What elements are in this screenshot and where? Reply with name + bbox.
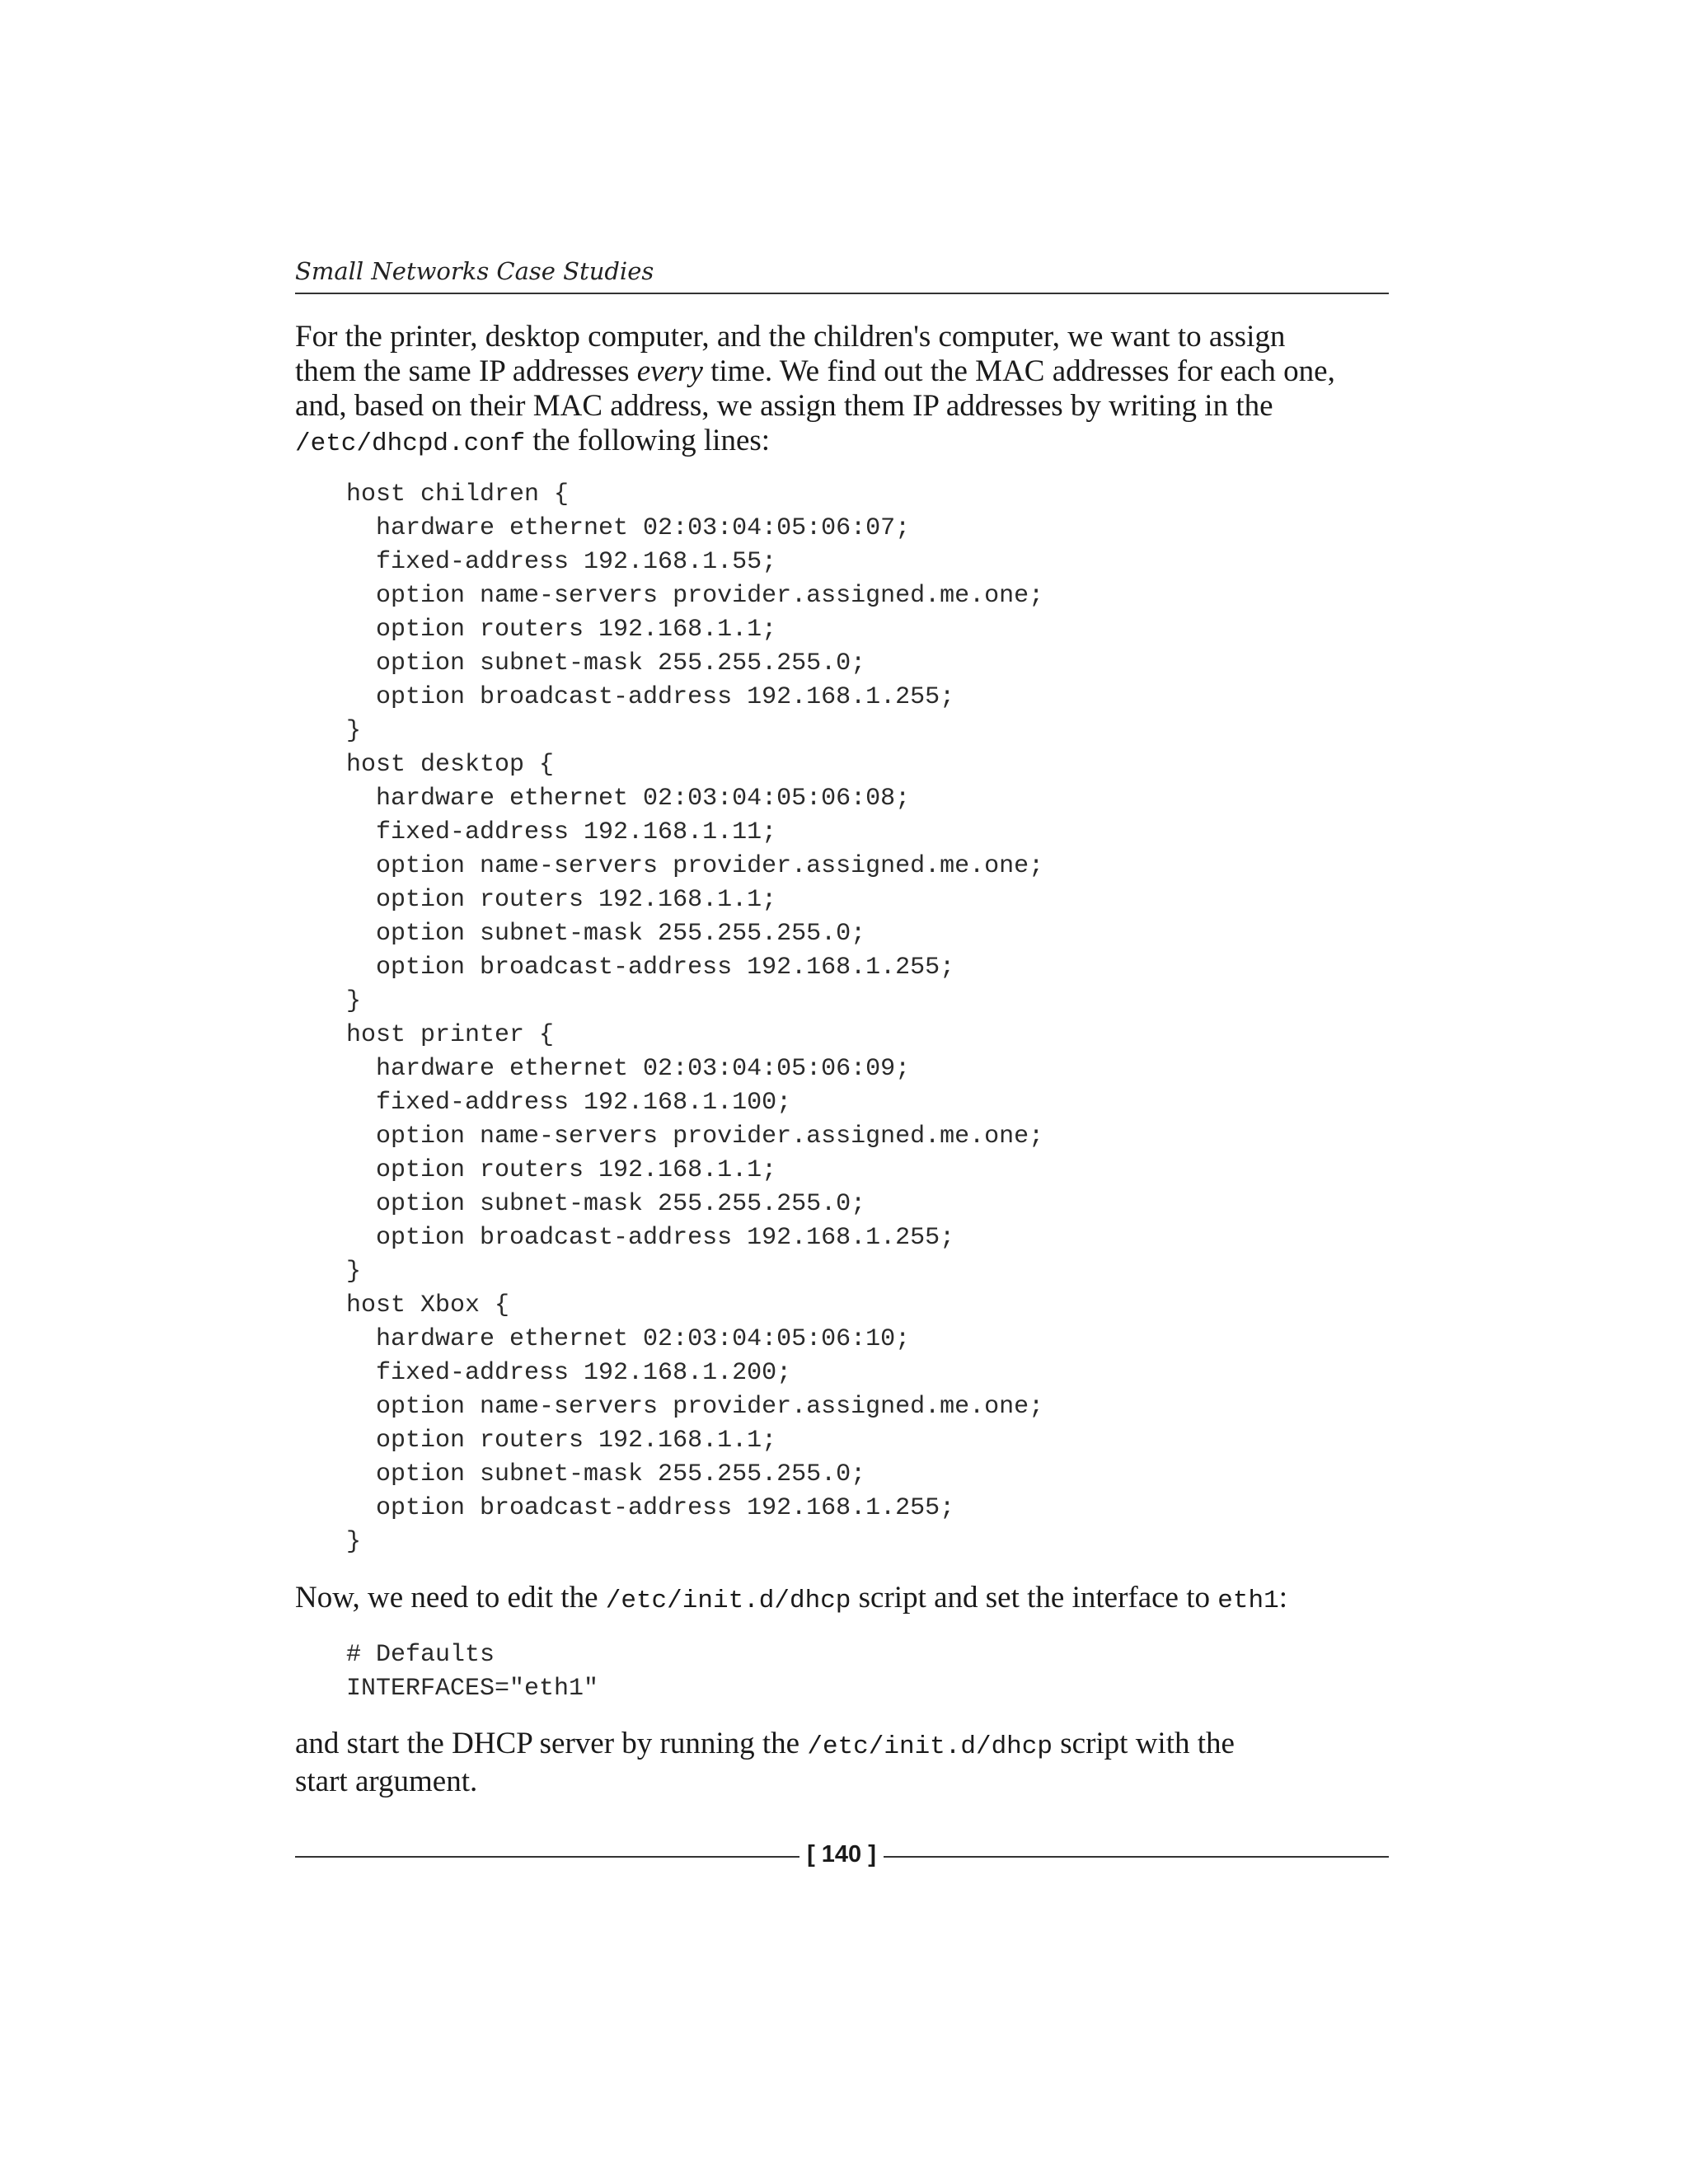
inline-code-init-dhcp: /etc/init.d/dhcp — [605, 1586, 851, 1615]
inline-code-dhcpd-conf: /etc/dhcpd.conf — [295, 429, 526, 458]
code-block-dhcpd-hosts: host children { hardware ethernet 02:03:04:05:06:07; fixed-address 192.168.1.55; option name-servers provider.assigned.me.one; option routers 192.168.1.1; option subnet-mask 255.255.255.0; option broadcast-address 192.168.1.255; } host desktop { hardware ethernet 02:03:04:05:06:08; fixed-address 192.168.1.11; option name-servers provider.assigned.me.one; option routers 192.168.1.1; option subnet-mask 255.255.255.0; option broadcast-address 192.168.1.255; } host printer { hardware ethernet 02:03:04:05:06:09; fixed-address 192.168.1.100; option name-servers provider.assigned.me.one; option routers 192.168.1.1; option subnet-mask 255.255.255.0; option broadcast-address 192.168.1.255; } host Xbox { hardware ethernet 02:03:04:05:06:10; fixed-address 192.168.1.200; option name-servers provider.assigned.me.one; option routers 192.168.1.1; option subnet-mask 255.255.255.0; option broadcast-address 192.168.1.255; } — [346, 480, 1044, 1556]
paragraph-text: For the printer, desktop computer, and the children's computer, we want to assign them the same IP addresses — [295, 320, 1286, 388]
header-rule — [295, 293, 1389, 294]
paragraph-text: and start the DHCP server by running the — [295, 1727, 808, 1760]
paragraph-text: script and set the interface to — [851, 1581, 1218, 1615]
emphasis-every: every — [636, 354, 703, 388]
inline-code-init-dhcp: /etc/init.d/dhcp — [807, 1732, 1053, 1761]
running-head: Small Networks Case Studies — [295, 257, 654, 285]
code-block-interfaces: # Defaults INTERFACES="eth1" — [346, 1641, 599, 1703]
inline-code-eth1: eth1 — [1217, 1586, 1279, 1615]
paragraph-text: the following lines: — [525, 424, 771, 457]
paragraph-text: Now, we need to edit the — [295, 1581, 606, 1615]
footer-rule-left — [295, 1856, 799, 1858]
page-number: [ 140 ] — [807, 1841, 876, 1868]
paragraph-edit-script — [295, 1581, 1389, 1619]
paragraph-start-server — [295, 1727, 1389, 1799]
paragraph-text: time. We find out the MAC addresses for each one, and, based on their MAC address, we assign them IP addresses by writing in the — [295, 354, 1335, 423]
paragraph-text: script with the start argument. — [295, 1727, 1235, 1798]
footer-rule-right — [884, 1856, 1389, 1858]
paragraph-text: : — [1278, 1581, 1287, 1615]
paragraph-intro — [295, 320, 1389, 462]
